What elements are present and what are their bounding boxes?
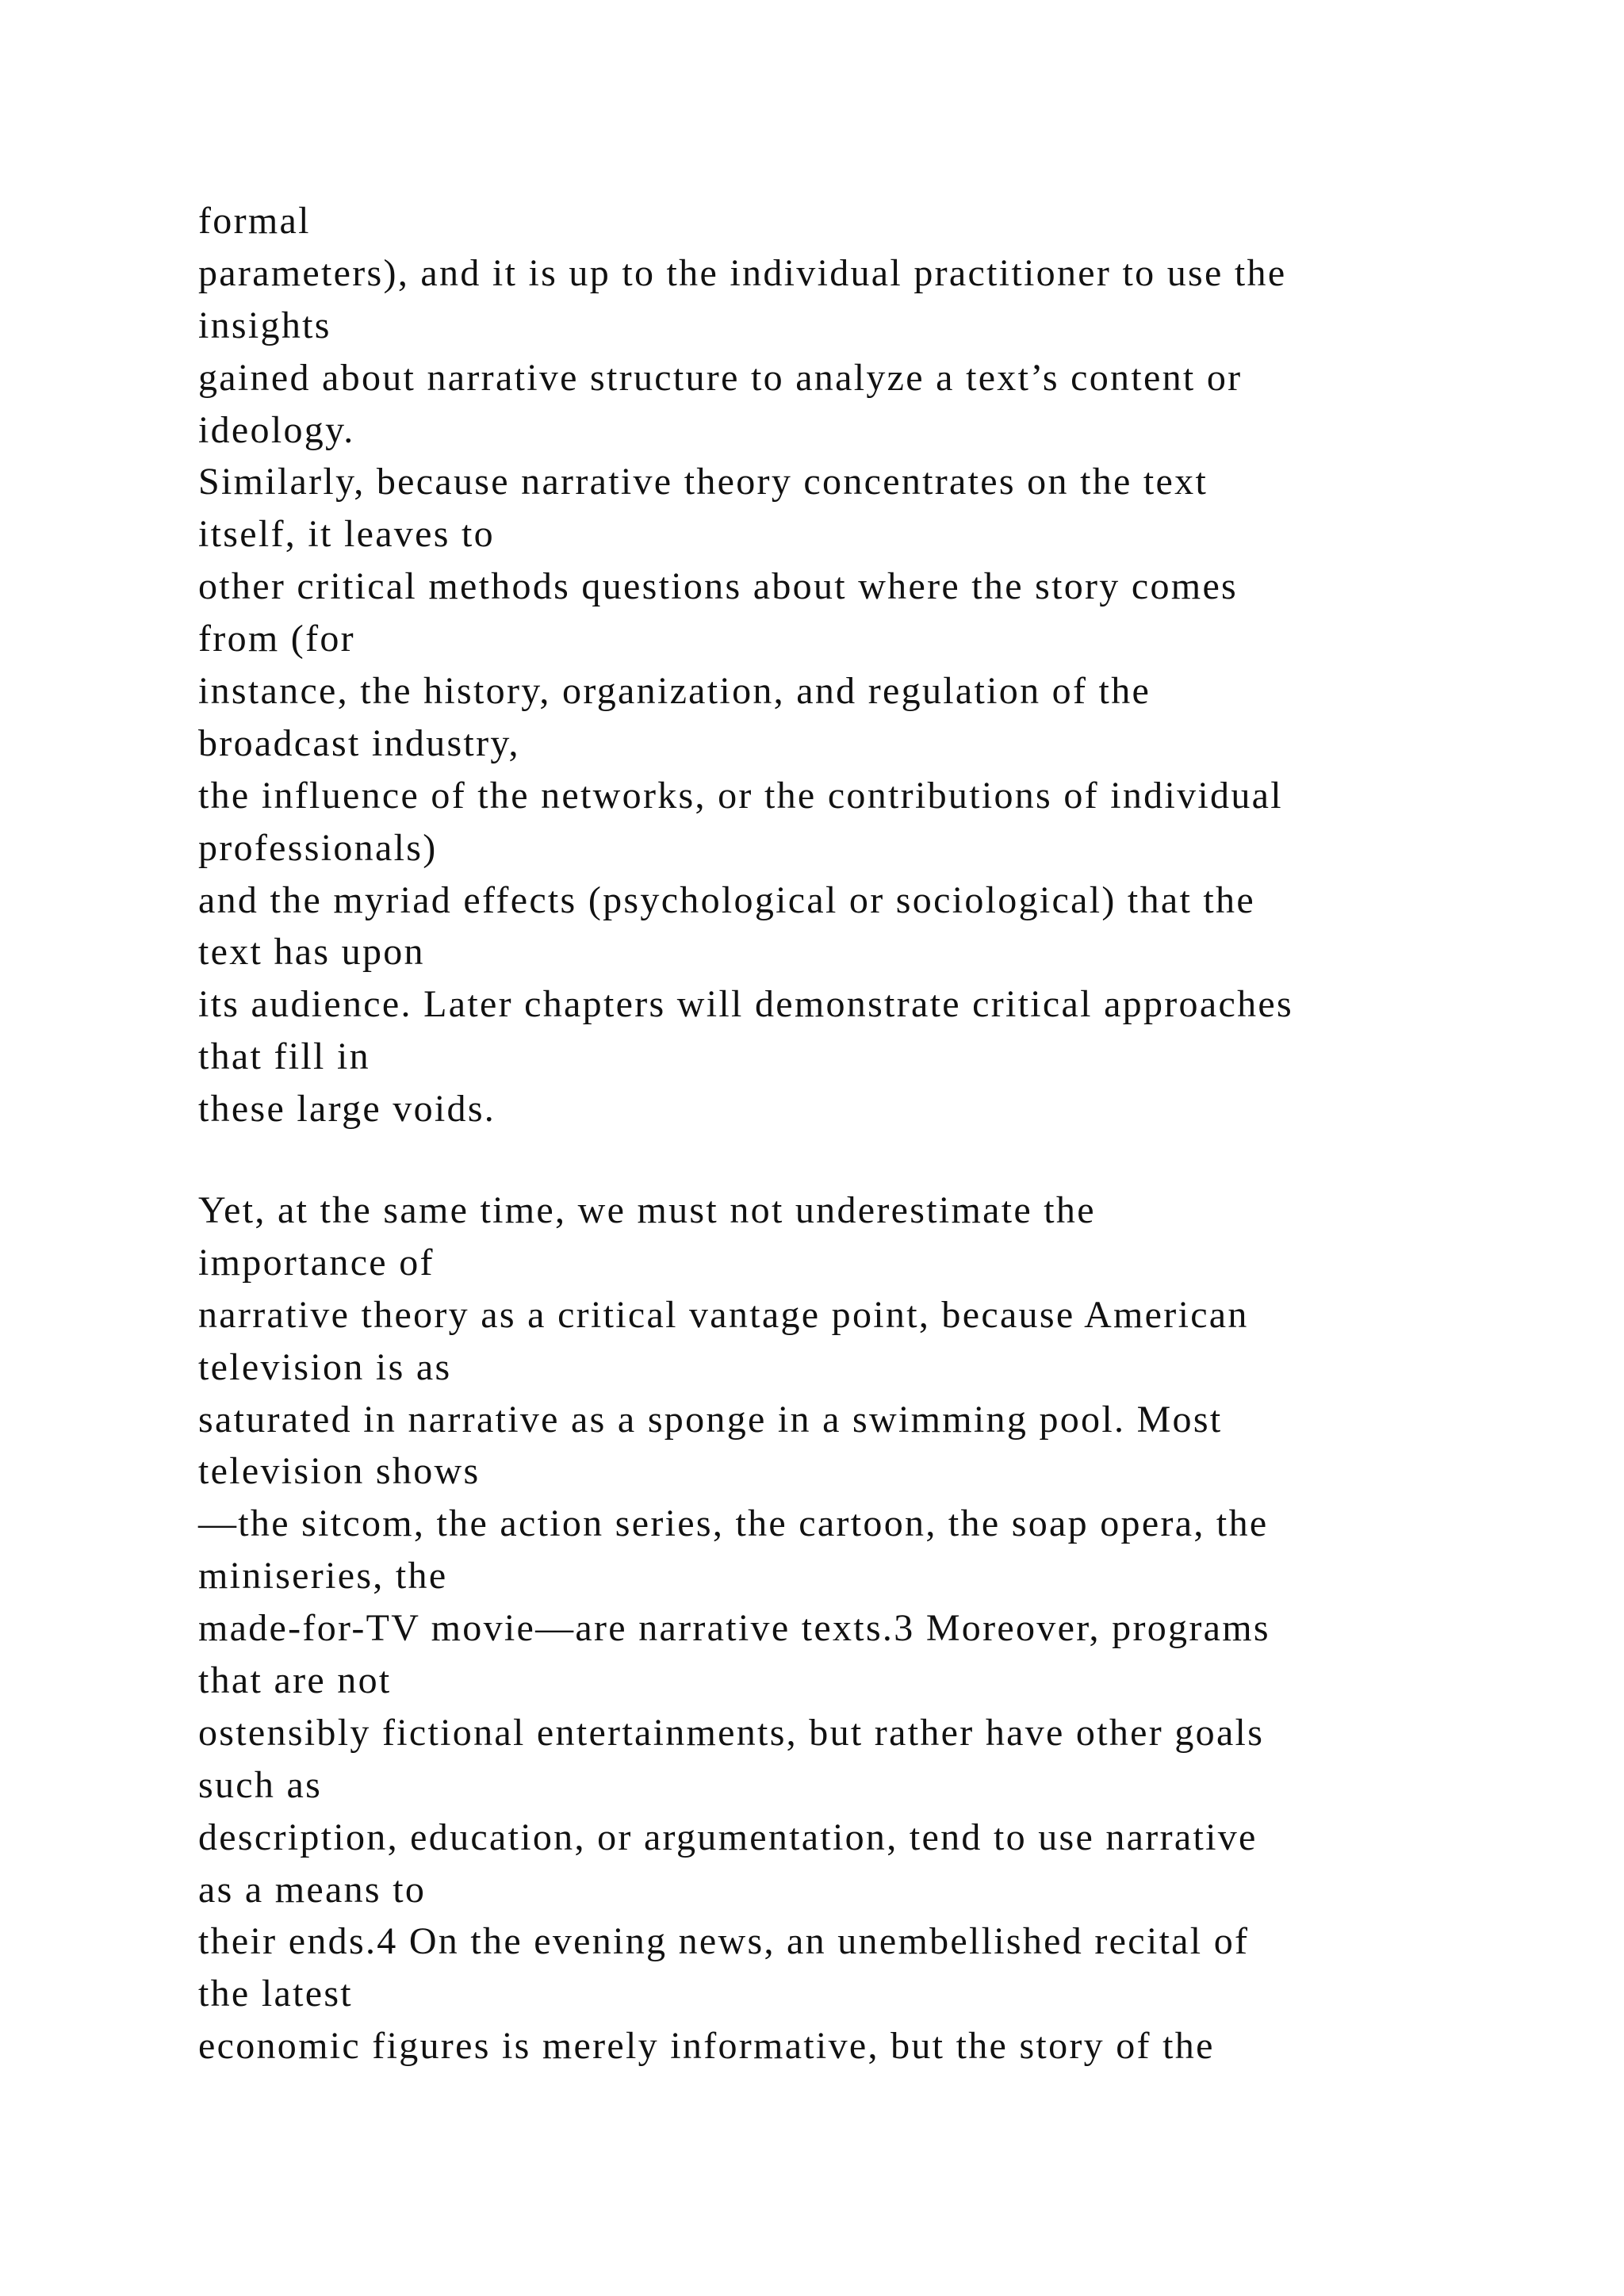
text-line: the latest	[198, 1973, 353, 2015]
text-line: description, education, or argumentation, tend to use narrative	[198, 1816, 1258, 1858]
text-line: as a means to	[198, 1868, 427, 1911]
text-line: broadcast industry,	[198, 721, 520, 764]
text-line: ostensibly fictional entertainments, but rather have other goals	[198, 1711, 1265, 1754]
text-line: other critical methods questions about where the story comes	[198, 565, 1239, 608]
text-line: insights	[198, 304, 331, 346]
text-line: these large voids.	[198, 1088, 496, 1131]
text-line: text has upon	[198, 931, 425, 974]
text-line: formal	[198, 200, 311, 242]
text-line: made-for-TV movie—are narrative texts.3 Moreover, programs	[198, 1607, 1270, 1650]
text-line: instance, the history, organization, and regulation of the	[198, 670, 1151, 713]
text-line: parameters), and it is up to the individual practitioner to use the	[198, 251, 1287, 294]
text-line: Yet, at the same time, we must not underestimate the	[198, 1189, 1096, 1231]
text-line: itself, it leaves to	[198, 513, 495, 556]
text-line: from (for	[198, 618, 355, 660]
text-line: such as	[198, 1763, 323, 1806]
text-line: its audience. Later chapters will demonstrate critical approaches	[198, 983, 1293, 1026]
text-line: the influence of the networks, or the contributions of individual	[198, 774, 1283, 817]
text-line: that fill in	[198, 1035, 370, 1078]
text-line: narrative theory as a critical vantage point, because American	[198, 1293, 1249, 1336]
text-line: —the sitcom, the action series, the cartoon, the soap opera, the	[198, 1502, 1269, 1545]
text-line: Similarly, because narrative theory concentrates on the text	[198, 461, 1208, 503]
text-line: television is as	[198, 1345, 452, 1388]
text-line: gained about narrative structure to analyze a text’s content or	[198, 356, 1243, 399]
text-line: miniseries, the	[198, 1555, 448, 1598]
paragraph-2	[198, 1184, 1507, 2072]
text-line: that are not	[198, 1659, 392, 1702]
paragraph-1	[198, 195, 1507, 1135]
text-line: television shows	[198, 1450, 481, 1493]
text-line: and the myriad effects (psychological or sociological) that the	[198, 878, 1255, 921]
text-line: economic figures is merely informative, but the story of the	[198, 2025, 1215, 2068]
text-line: saturated in narrative as a sponge in a swimming pool. Most	[198, 1398, 1223, 1441]
text-line: professionals)	[198, 826, 438, 869]
text-line: their ends.4 On the evening news, an unembellished recital of	[198, 1920, 1250, 1963]
text-line: importance of	[198, 1241, 435, 1284]
text-line: ideology.	[198, 408, 355, 451]
